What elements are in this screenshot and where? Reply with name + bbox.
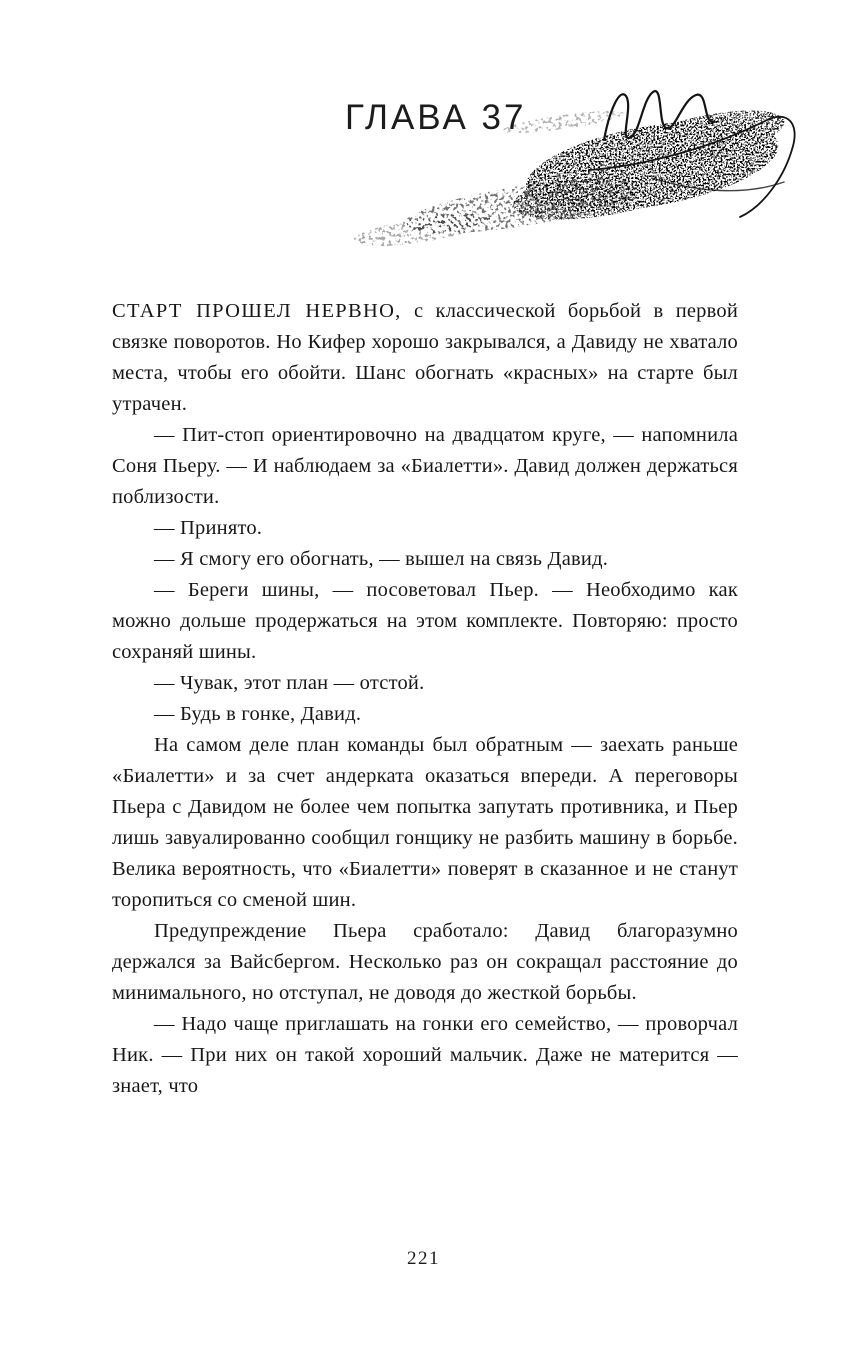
paragraph-lead-in: СТАРТ ПРОШЕЛ НЕРВНО,	[112, 300, 402, 322]
paragraph: — Чувак, этот план — отстой.	[154, 672, 425, 694]
ink-smudge-illustration	[352, 74, 804, 262]
page-footer	[0, 1248, 847, 1270]
ink-spray-trail	[352, 106, 644, 252]
paragraph: — Береги шины, — посоветовал Пьер. — Необходимо как можно дольше продержаться на этом комплекте. Повторяю: просто сохраняй шины.	[112, 579, 738, 663]
paragraph: — Я смогу его обогнать, — вышел на связь Давид.	[154, 548, 609, 570]
paragraph: — Пит-стоп ориентировочно на двадцатом круге, — напомнила Соня Пьеру. — И наблюдаем за «Биалетти». Давид должен держаться поблизости.	[112, 424, 738, 508]
body-text	[112, 296, 738, 1102]
paragraph: — Принято.	[154, 517, 263, 539]
page-number: 221	[407, 1248, 440, 1269]
chapter-title: ГЛАВА 37	[345, 98, 527, 137]
paragraph: На самом деле план команды был обратным — заехать раньше «Биалетти» и за счет андерката оказаться впереди. А переговоры Пьера с Давидом не более чем попытка запутать противника, и Пьер лишь завуалированно сообщил гонщику не разбить машину в борьбе. Велика вероятность, что «Биалетти» поверят в сказанное и не станут торопиться со сменой шин.	[112, 734, 738, 911]
paragraph: — Будь в гонке, Давид.	[154, 703, 362, 725]
paragraph: Предупреждение Пьера сработало: Давид благоразумно держался за Вайсбергом. Несколько раз он сокращал расстояние до минимального, но отступал, не доводя до жесткой борьбы.	[112, 920, 738, 1004]
paragraph: — Надо чаще приглашать на гонки его семейство, — проворчал Ник. — При них он такой хороший мальчик. Даже не матерится — знает, что	[112, 1013, 738, 1097]
paragraph: СТАРТ ПРОШЕЛ НЕРВНО, с классической борьбой в первой связке поворотов. Но Кифер хорошо закрывался, а Давиду не хватало места, чтобы его обойти. Шанс обогнать «красных» на старте был утрачен.	[112, 300, 738, 415]
